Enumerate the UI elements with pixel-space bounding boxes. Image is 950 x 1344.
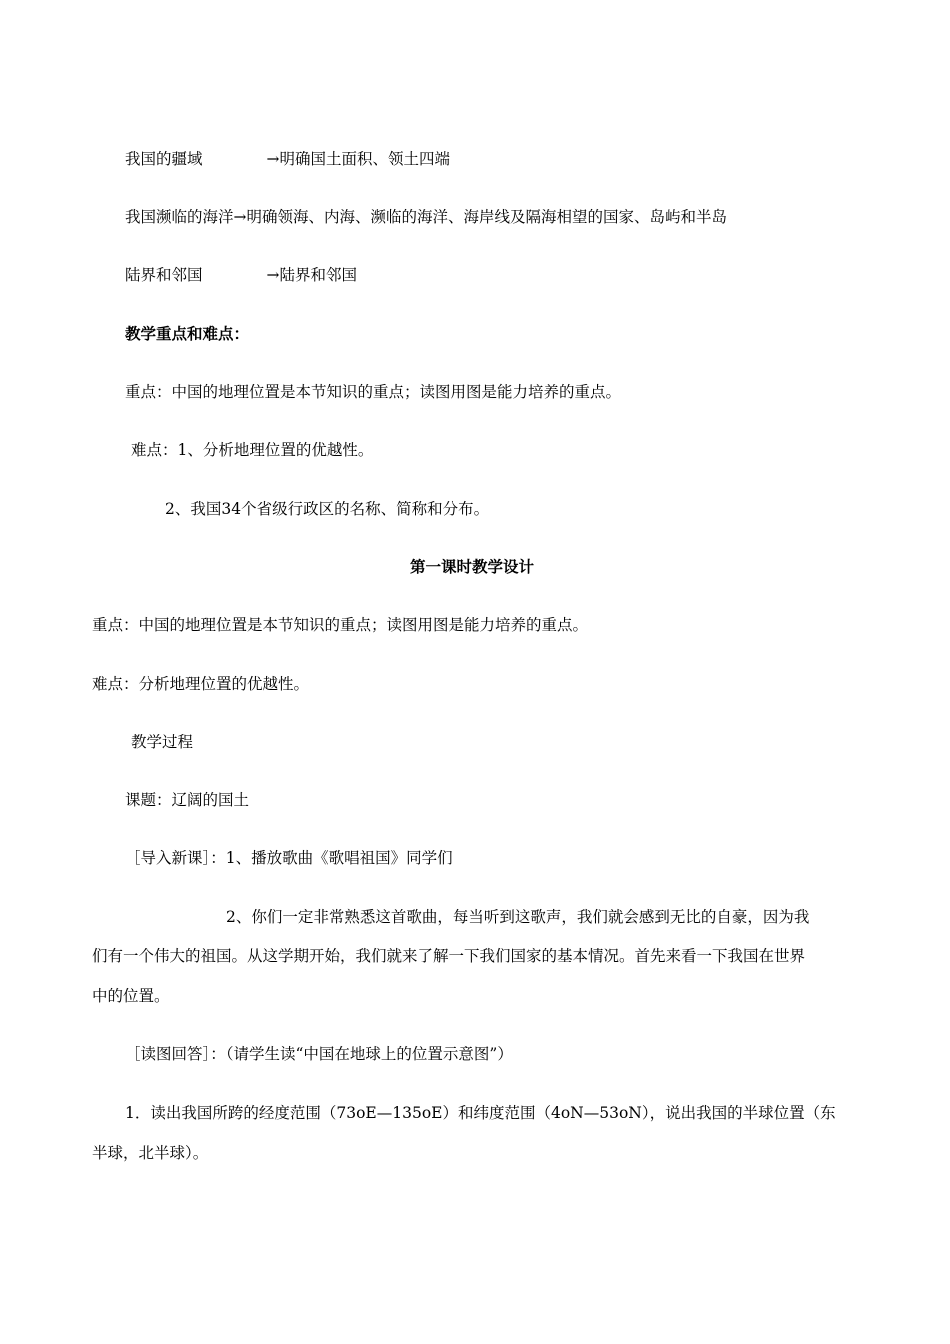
lesson-difficulty: 难点：分析地理位置的优越性。 bbox=[92, 675, 310, 693]
lesson-key-point: 重点：中国的地理位置是本节知识的重点；读图用图是能力培养的重点。 bbox=[92, 616, 589, 634]
outline-item-seas: 我国濒临的海洋→明确领海、内海、濒临的海洋、海岸线及隔海相望的国家、岛屿和半岛 bbox=[125, 208, 727, 226]
outline-item-borders bbox=[125, 264, 357, 286]
intro-step-2: 2、你们一定非常熟悉这首歌曲，每当听到这歌声，我们就会感到无比的自豪，因为我 bbox=[226, 908, 810, 926]
question-1-cont: 半球，北半球）。 bbox=[92, 1144, 209, 1162]
outline-topic: 我国的疆域 bbox=[125, 150, 203, 168]
intro-step-1: ［导入新课］：1、播放歌曲《歌唱祖国》同学们 bbox=[125, 849, 453, 867]
intro-step-2-end: 中的位置。 bbox=[92, 987, 170, 1005]
topic-line: 课题：辽阔的国土 bbox=[125, 791, 250, 809]
section-heading-key-points: 教学重点和难点： bbox=[125, 324, 250, 343]
question-1: 1．读出我国所跨的经度范围（73oE—135oE）和纬度范围（4oN—53oN），说出我国的半球位置（东 bbox=[125, 1104, 836, 1122]
outline-item-territory bbox=[125, 148, 450, 170]
outline-goal: →明确国土面积、领土四端 bbox=[266, 150, 451, 168]
key-point-text: 重点：中国的地理位置是本节知识的重点；读图用图是能力培养的重点。 bbox=[125, 383, 622, 401]
difficulty-item-2: 2、我国34个省级行政区的名称、简称和分布。 bbox=[165, 500, 490, 518]
map-reading-heading: ［读图回答］：（请学生读“中国在地球上的位置示意图”） bbox=[125, 1045, 513, 1063]
outline-goal: →陆界和邻国 bbox=[266, 266, 358, 284]
difficulty-item-1: 难点：1、分析地理位置的优越性。 bbox=[131, 441, 374, 459]
outline-topic: 陆界和邻国 bbox=[125, 266, 203, 284]
lesson-title: 第一课时教学设计 bbox=[410, 557, 535, 576]
process-heading: 教学过程 bbox=[131, 733, 194, 751]
intro-step-2-cont: 们有一个伟大的祖国。从这学期开始，我们就来了解一下我们国家的基本情况。首先来看一下我国在世界 bbox=[92, 947, 806, 965]
